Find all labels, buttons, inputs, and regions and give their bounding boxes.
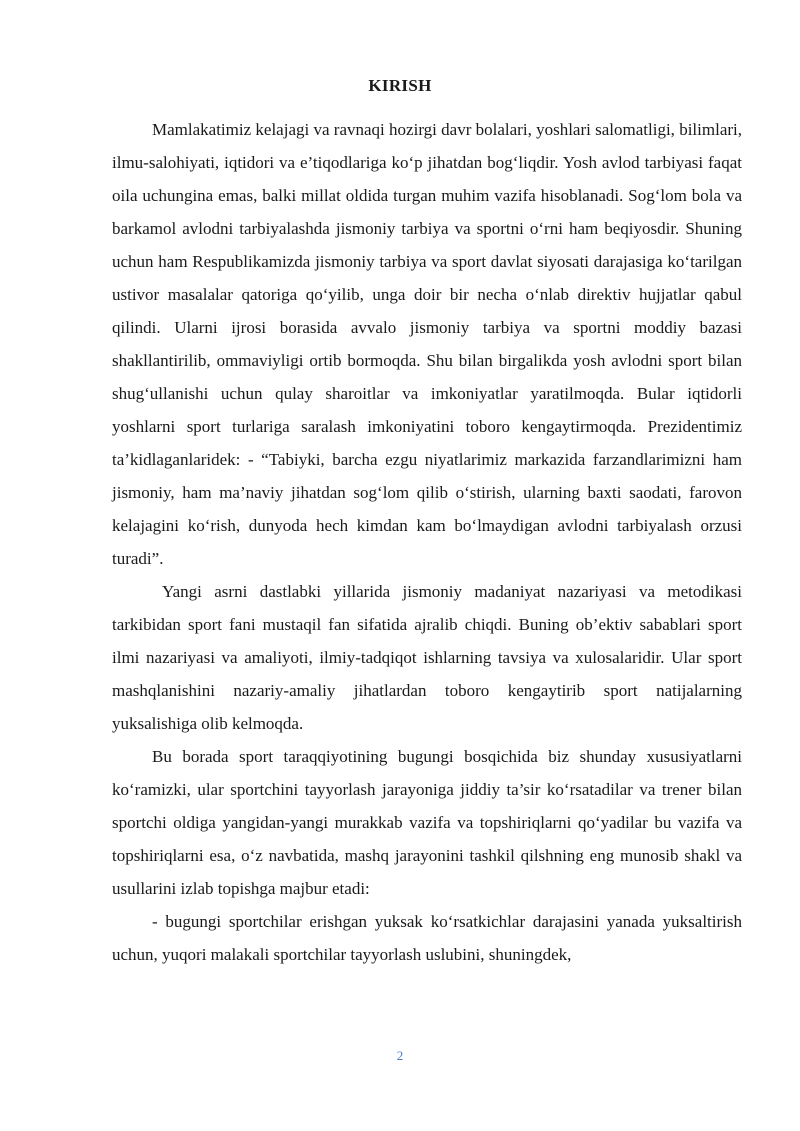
- paragraph-sport-science: Yangi asrni dastlabki yillarida jismoniy madaniyat nazariyasi va metodikasi tarkibidan sport fani mustaqil fan sifatida ajralib chiqdi. Buning ob’ektiv sabablari sport ilmi nazariyasi va amaliyoti, ilmiy-tadqiqot ishlarning tavsiya va xulosalaridir. Ular sport mashqlanishini nazariy-amaliy jihatlardan toboro kengaytirib sport natijalarning yuksalishiga olib kelmoqda.: [112, 582, 742, 733]
- paragraph-sport-development: Bu borada sport taraqqiyotining bugungi bosqichida biz shunday xususiyatlarni ko‘ramizki, ular sportchini tayyorlash jarayoniga jiddiy ta’sir ko‘rsatadilar va trener bilan sportchi oldiga yangidan-yangi murakkab vazifa va topshiriqlarni qo‘yadilar bu vazifa va topshiriqlarni esa, o‘z navbatida, mashq jarayonini tashkil qilshning eng munosib shakl va usullarini izlab topishga majbur etadi:: [112, 747, 742, 898]
- page-number: 2: [396, 1048, 404, 1063]
- document-body: [112, 113, 742, 971]
- paragraph-list-item: - bugungi sportchilar erishgan yuksak ko‘rsatkichlar darajasini yanada yuksaltirish uchun, yuqori malakali sportchilar tayyorlash uslubini, shuningdek,: [112, 912, 742, 964]
- page-title: KIRISH: [368, 76, 432, 95]
- paragraph-introduction: Mamlakatimiz kelajagi va ravnaqi hozirgi davr bolalari, yoshlari salomatligi, bilimlari, ilmu-salohiyati, iqtidori va e’tiqodlariga ko‘p jihatdan bog‘liqdir. Yosh avlod tarbiyasi faqat oila uchungina emas, balki millat oldida turgan muhim vazifa hisoblanadi. Sog‘lom bola va barkamol avlodni tarbiyalashda jismoniy tarbiya va sportni o‘rni ham beqiyosdir. Shuning uchun ham Respublikamizda jismoniy tarbiya va sport davlat siyosati darajasiga ko‘tarilgan ustivor masalalar qatoriga qo‘yilib, unga doir bir necha o‘nlab direktiv hujjatlar qabul qilindi. Ularni ijrosi borasida avvalo jismoniy tarbiya va sportni moddiy bazasi shakllantirilib, ommaviyligi ortib bormoqda. Shu bilan birgalikda yosh avlodni sport bilan shug‘ullanishi uchun qulay sharoitlar va imkoniyatlar yaratilmoqda. Bular iqtidorli yoshlarni sport turlariga saralash imkoniyatini toboro kengaytirmoqda. Prezidentimiz ta’kidlaganlaridek: - “Tabiyki, barcha ezgu niyatlarimiz markazida farzandlarimizni ham jismoniy, ham ma’naviy jihatdan sog‘lom qilib o‘stirish, ularning baxti saodati, farovon kelajagini ko‘rish, dunyoda hech kimdan kam bo‘lmaydigan avlodni tarbiyalash orzusi turadi”.: [112, 120, 742, 568]
